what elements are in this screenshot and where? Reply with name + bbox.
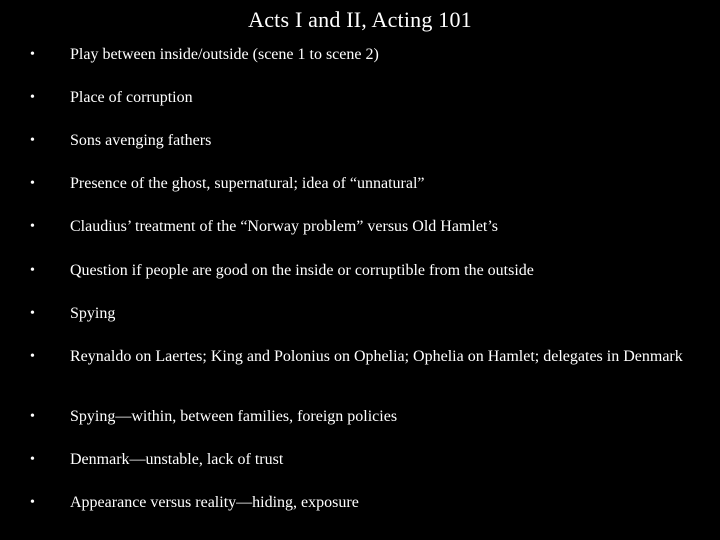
bullet-dot: • [30, 47, 35, 62]
bullet-text: Place of corruption [70, 89, 193, 106]
bullet-dot: • [30, 263, 35, 278]
bullet-text: Play between inside/outside (scene 1 to scene 2) [70, 46, 379, 63]
bullet-dot: • [30, 409, 35, 424]
bullet-dot: • [30, 219, 35, 234]
bullet-text: Reynaldo on Laertes; King and Polonius on Ophelia; Ophelia on Hamlet; delegates in Denmark [70, 348, 683, 365]
bullet-text: Claudius’ treatment of the “Norway problem” versus Old Hamlet’s [70, 218, 499, 235]
slide-title: Acts I and II, Acting 101 [248, 7, 472, 32]
bullet-dot: • [30, 495, 35, 510]
bullet-text: Question if people are good on the inside or corruptible from the outside [70, 262, 534, 279]
bullet-text: Appearance versus reality—hiding, exposure [70, 494, 359, 511]
bullet-dot: • [30, 133, 35, 148]
bullet-text: Presence of the ghost, supernatural; idea of “unnatural” [70, 175, 425, 192]
bullet-text: Sons avenging fathers [70, 132, 212, 149]
bullet-dot: • [30, 306, 35, 321]
bullet-text: Spying—within, between families, foreign policies [70, 408, 398, 425]
bullet-text: Denmark—unstable, lack of trust [70, 451, 284, 468]
bullet-dot: • [30, 452, 35, 467]
bullet-text: Spying [70, 305, 116, 322]
bullet-dot: • [30, 90, 35, 105]
bullet-dot: • [30, 176, 35, 191]
bullet-dot: • [30, 349, 35, 364]
